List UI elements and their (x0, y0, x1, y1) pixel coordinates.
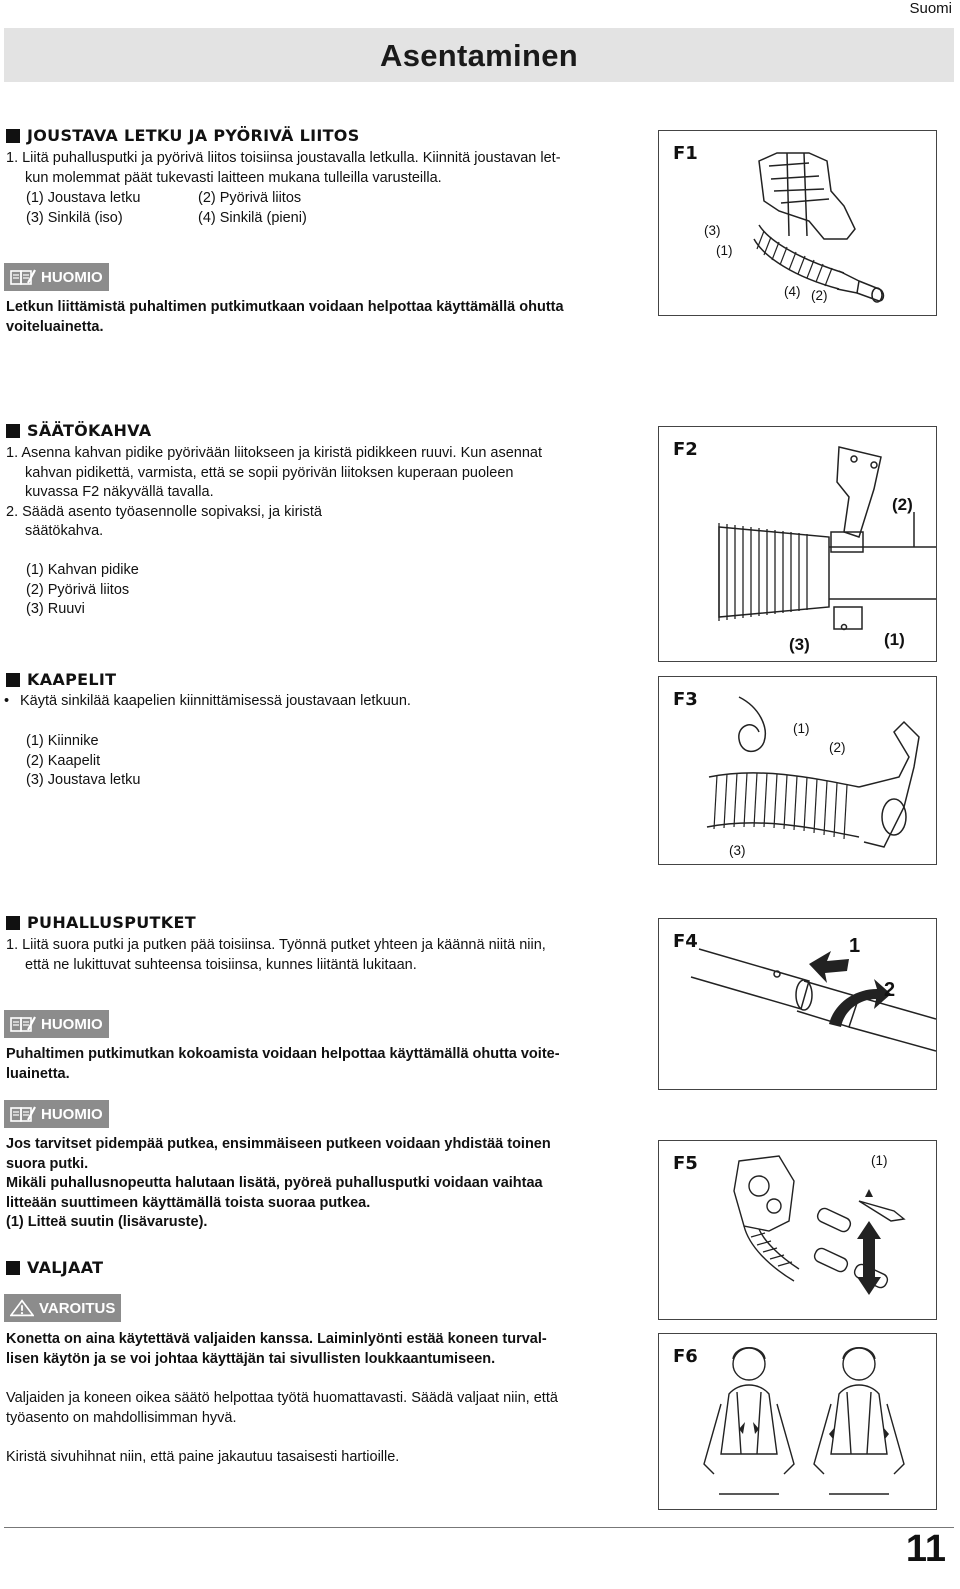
callout-2: (2) (829, 740, 846, 755)
square-bullet-icon (6, 916, 20, 930)
square-bullet-icon (6, 673, 20, 687)
footer-rule (4, 1527, 954, 1528)
section-heading-pipes: PUHALLUSPUTKET (6, 913, 196, 932)
title-bar (4, 28, 954, 82)
warning-badge: VAROITUS (4, 1294, 121, 1322)
page-title: Asentaminen (380, 38, 578, 73)
hose-legend: (1) Joustava letku (2) Pyörivä liitos (3) Sinkilä (iso) (4) Sinkilä (pieni) (26, 190, 307, 226)
note-badge: HUOMIO (4, 1010, 109, 1038)
hose-step1: 1. Liitä puhallusputki ja pyörivä liitos toisiinsa joustavalla letkulla. Kiinnitä joustavan let- kun molemmat päät tukevasti laitteen mukana tulleilla varusteilla. (6, 150, 561, 186)
figure-f1 (658, 130, 937, 316)
book-pencil-icon (10, 1015, 36, 1033)
language-label: Suomi (909, 0, 952, 17)
callout-1: (1) (884, 630, 905, 649)
figure-label: F1 (673, 143, 698, 164)
section-heading-harness: VALJAAT (6, 1258, 103, 1277)
section-heading-hose: JOUSTAVA LETKU JA PYÖRIVÄ LIITOS (6, 126, 360, 145)
book-pencil-icon (10, 1105, 36, 1123)
figure-f2 (658, 426, 937, 662)
figure-f5 (658, 1140, 937, 1320)
harness-paragraph-1: Valjaiden ja koneen oikea säätö helpottaa työtä huomattavasti. Säädä valjaat niin, että työasento on mahdollisimman hyvä. (6, 1390, 558, 1426)
pipes-note1-text: Puhaltimen putkimutkan kokoamista voidaan helpottaa käyttämällä ohutta voite- luainetta. (6, 1046, 560, 1082)
square-bullet-icon (6, 129, 20, 143)
figure-label: F4 (673, 931, 698, 952)
section-heading-handle: SÄÄTÖKAHVA (6, 421, 151, 440)
book-pencil-icon (10, 268, 36, 286)
callout-1: (1) (871, 1153, 888, 1168)
figure-label: F5 (673, 1153, 698, 1174)
cable-clip-illustration (659, 677, 936, 864)
square-bullet-icon (6, 1261, 20, 1275)
callout-1: (1) (793, 721, 810, 736)
warning-triangle-icon (10, 1299, 34, 1317)
cables-bullet: • Käytä sinkilää kaapelien kiinnittämisessä joustavaan letkuun. (4, 693, 411, 709)
callout-3: (3) (729, 843, 746, 858)
harness-paragraph-2: Kiristä sivuhihnat niin, että paine jakautuu tasaisesti hartioille. (6, 1449, 400, 1465)
figure-label: F6 (673, 1346, 698, 1367)
section-heading-cables: KAAPELIT (6, 670, 116, 689)
step-number-1: 1 (849, 935, 861, 957)
figure-f4 (658, 918, 937, 1090)
note-badge: HUOMIO (4, 1100, 109, 1128)
bullet-dot-icon: • (4, 693, 10, 709)
callout-3: (3) (789, 635, 810, 654)
callout-4: (4) (784, 284, 801, 299)
square-bullet-icon (6, 424, 20, 438)
figure-f3 (658, 676, 937, 865)
harness-wearer-illustration (659, 1334, 936, 1509)
callout-3: (3) (704, 223, 721, 238)
page-number: 11 (905, 1528, 946, 1570)
note-badge: HUOMIO (4, 263, 109, 291)
hose-note-text: Letkun liittämistä puhaltimen putkimutkaan voidaan helpottaa käyttämällä ohutta voiteluainetta. (6, 299, 564, 335)
handle-steps: 1. Asenna kahvan pidike pyörivään liitokseen ja kiristä pidikkeen ruuvi. Kun asennat kahvan pidikettä, varmista, että se sopii pyörivän liitoksen kuperaan puoleen kuvassa F2 näkyvällä tavalla. 2. Säädä asento työasennolle sopivaksi, ja kiristä säätökahva. (6, 445, 543, 539)
step-number-2: 2 (884, 979, 896, 1001)
figure-label: F2 (673, 439, 698, 460)
handle-legend: (1) Kahvan pidike (2) Pyörivä liitos (3) Ruuvi (26, 562, 139, 617)
pipe-joint-illustration (659, 919, 936, 1089)
figure-label: F3 (673, 689, 698, 710)
cables-legend: (1) Kiinnike (2) Kaapelit (3) Joustava letku (26, 733, 141, 788)
callout-2: (2) (892, 495, 913, 514)
harness-warning-text: Konetta on aina käytettävä valjaiden kanssa. Laiminlyönti estää koneen turval- lisen käytön ja se voi johtaa käyttäjän tai sivullisten loukkaantumiseen. (6, 1331, 547, 1367)
callout-2: (2) (811, 288, 828, 303)
callout-1: (1) (716, 243, 733, 258)
figure-f6 (658, 1333, 937, 1510)
flat-nozzle-illustration (659, 1141, 936, 1319)
pipes-note2-text: Jos tarvitset pidempää putkea, ensimmäiseen putkeen voidaan yhdistää toinen suora putki. Mikäli puhallusnopeutta halutaan lisätä, pyöreä puhallusputki voidaan vaihtaa litteään suuttimeen käyttämällä toista suoraa putkea. (1) Litteä suutin (lisävaruste). (6, 1136, 551, 1230)
pipes-step1: 1. Liitä suora putki ja putken pää toisiinsa. Työnnä putket yhteen ja käännä niitä niin, että ne lukittuvat suhteensa toisiinsa, kunnes liitäntä lukitaan. (6, 937, 546, 973)
handle-holder-illustration (659, 427, 936, 661)
